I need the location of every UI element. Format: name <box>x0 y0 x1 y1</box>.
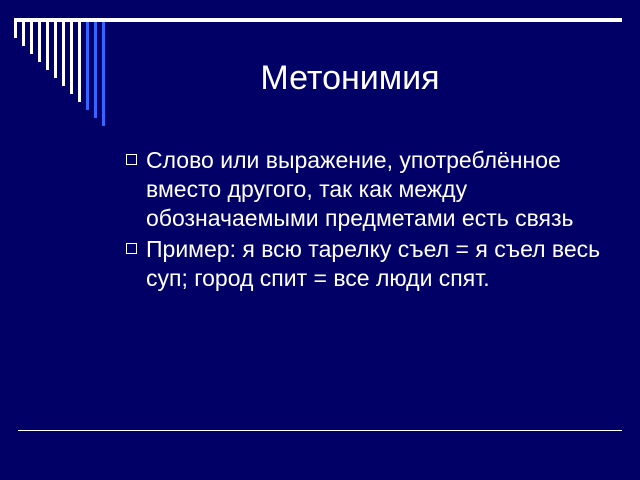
bottom-rule <box>18 430 622 431</box>
bullet-item <box>126 146 606 233</box>
bullet-text: Слово или выражение, употреблённое вместо другого, так как между обозначаемыми предметами есть связь <box>146 147 574 231</box>
hollow-square-icon <box>126 154 137 165</box>
hollow-square-icon <box>126 243 137 254</box>
stripes-white <box>14 22 81 102</box>
bullet-text: Пример: я всю тарелку съел = я съел весь суп; город спит = все люди спят. <box>146 236 601 291</box>
stripes-blue <box>86 22 105 126</box>
vertical-stripes-ornament <box>0 0 120 140</box>
slide-title: Метонимия <box>260 59 440 97</box>
bullet-item <box>126 235 606 293</box>
bullet-list <box>126 146 606 295</box>
